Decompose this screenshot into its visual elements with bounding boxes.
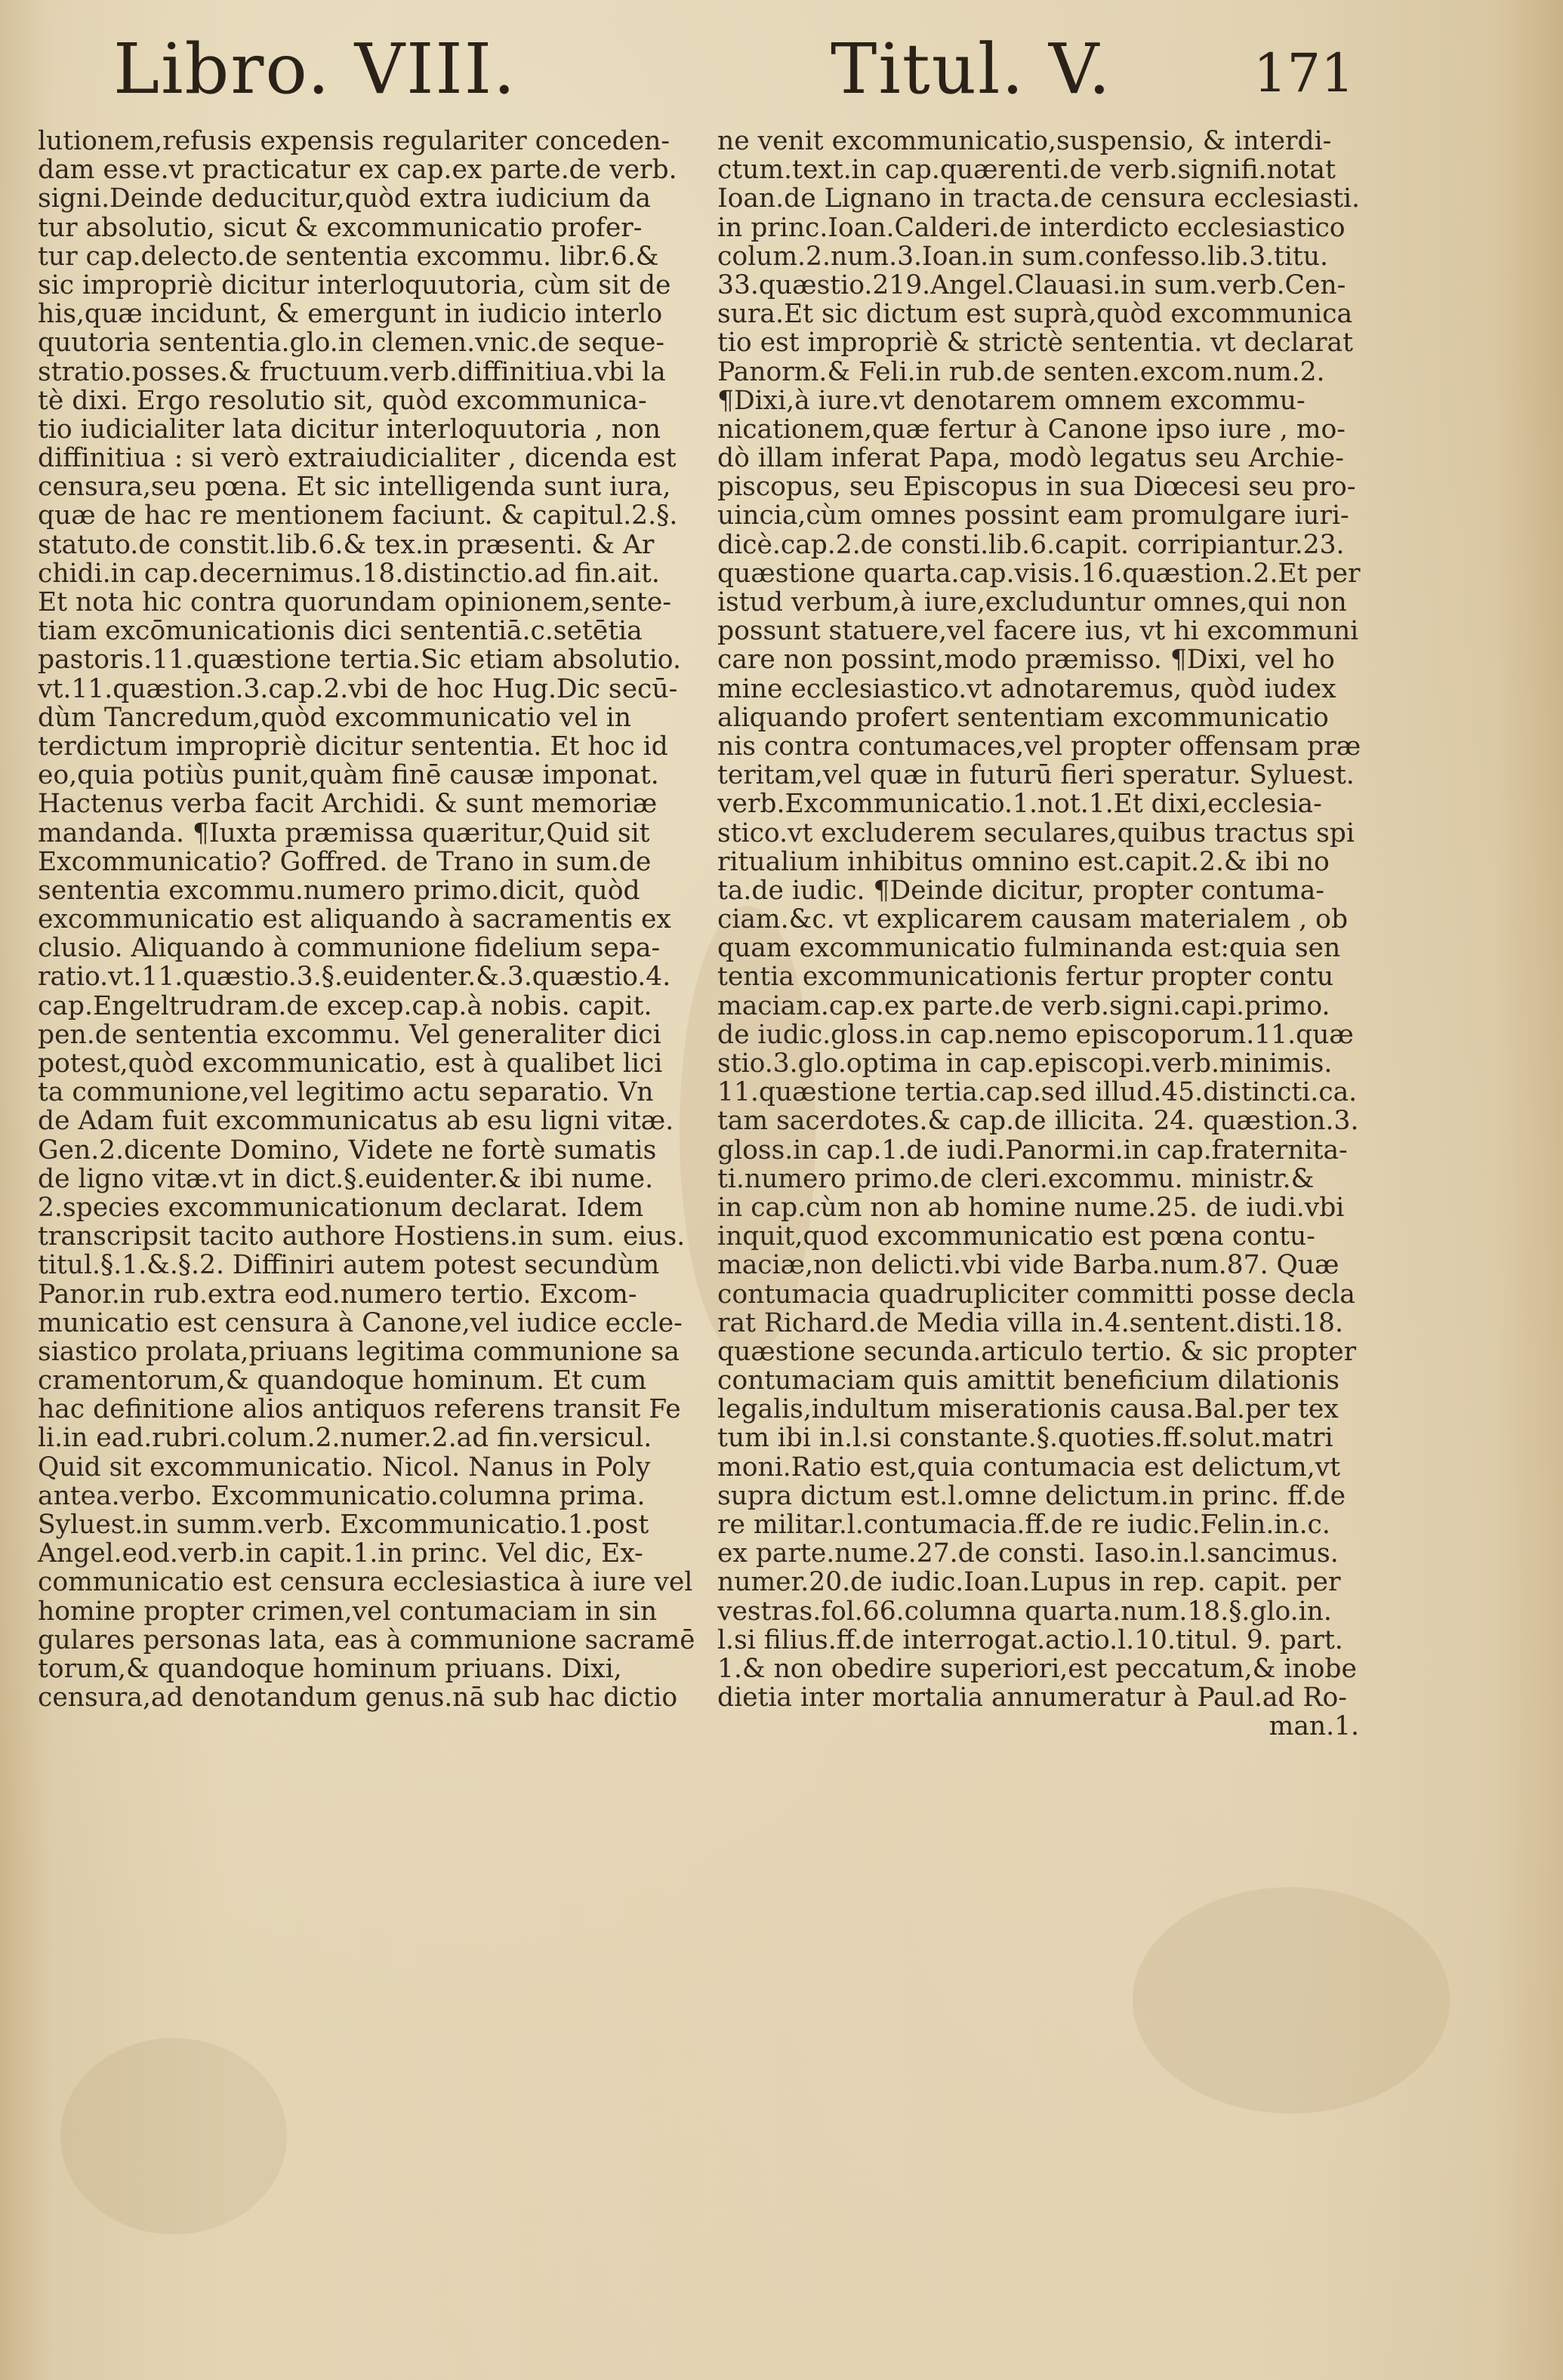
text-line: Panorm.& Feli.in rub.de senten.excom.num.2. [717,356,1325,387]
text-line: nicationem,quæ fertur à Canone ipso iure , mo- [717,414,1346,445]
text-line: mine ecclesiastico.vt adnotaremus, quòd iudex [717,673,1336,704]
text-line: terdictum impropriè dicitur sententia. Et hoc id [38,731,668,762]
text-line: pastoris.11.quæstione tertia.Sic etiam absolutio. [38,645,681,676]
text-line: quam excommunicatio fulminanda est:quia sen [717,933,1341,964]
text-line: numer.20.de iudic.Ioan.Lupus in rep. capit. per [717,1567,1341,1598]
text-line: dietia inter mortalia annumeratur à Paul.ad Ro- [717,1683,1347,1713]
text-line: moni.Ratio est,quia contumacia est delictum,vt [717,1452,1341,1482]
text-line: Hactenus verba facit Archidi. & sunt memoriæ [38,789,658,820]
text-line: de iudic.gloss.in cap.nemo episcoporum.11.quæ [717,1019,1354,1050]
text-line: ta communione,vel legitimo actu separatio. Vn [38,1077,654,1108]
text-line: lutionem,refusis expensis regulariter conceden- [38,126,671,156]
text-line: hac definitione alios antiquos referens transit Fe [38,1394,681,1425]
text-line: tiam excōmunicationis dici sententiā.c.setētia [38,616,643,647]
text-line: Gen.2.dicente Domino, Videte ne fortè sumatis [38,1135,657,1165]
text-line: stio.3.glo.optima in cap.episcopi.verb.minimis. [717,1048,1333,1079]
text-line: in princ.Ioan.Calderi.de interdicto ecclesiastico [717,212,1346,243]
text-line: man.1. [1269,1711,1359,1742]
text-line: inquit,quod excommunicatio est pœna contu- [717,1221,1315,1252]
text-line: teritam,vel quæ in futurū fieri speratur. Syluest. [717,760,1355,791]
text-line: ratio.vt.11.quæstio.3.§.euidenter.&.3.quæstio.4. [38,962,671,993]
paper-stain [60,2038,287,2234]
right-text-column [717,127,1374,1741]
text-line: antea.verbo. Excommunicatio.columna prima. [38,1480,646,1511]
text-line: ex parte.nume.27.de consti. Iaso.in.l.sancimus. [717,1538,1339,1569]
text-line: ritualium inhibitus omnino est.capit.2.& ibi no [717,846,1330,877]
text-line: maciæ,non delicti.vbi vide Barba.num.87. Quæ [717,1250,1339,1281]
text-line: Angel.eod.verb.in capit.1.in princ. Vel dic, Ex- [38,1538,643,1569]
text-line: potest,quòd excommunicatio, est à qualibet lici [38,1048,663,1079]
text-line: contumacia quadrupliciter committi posse decla [717,1279,1355,1310]
text-line: cap.Engeltrudram.de excep.cap.à nobis. capit. [38,990,652,1021]
text-line: quæstione secunda.articulo tertio. & sic propter [717,1336,1357,1367]
text-line: transcripsit tacito authore Hostiens.in sum. eius. [38,1221,686,1252]
text-line: ta.de iudic. ¶Deinde dicitur, propter contuma- [717,875,1324,906]
text-line: dicè.cap.2.de consti.lib.6.capit. corripiantur.23. [717,529,1345,560]
text-line: excommunicatio est aliquando à sacramentis ex [38,904,671,935]
text-line: Ioan.de Lignano in tracta.de censura ecclesiasti. [717,183,1361,214]
text-line: gloss.in cap.1.de iudi.Panormi.in cap.fraternita- [717,1135,1348,1165]
text-line: quutoria sententia.glo.in clemen.vnic.de seque- [38,328,665,359]
text-line: verb.Excommunicatio.1.not.1.Et dixi,ecclesia- [717,789,1322,820]
text-line: sic impropriè dicitur interloquutoria, cùm sit de [38,269,671,300]
text-line: dùm Tancredum,quòd excommunicatio vel in [38,702,632,733]
text-line: tam sacerdotes.& cap.de illicita. 24. quæstion.3. [717,1106,1359,1137]
text-line: rat Richard.de Media villa in.4.sentent.disti.18. [717,1307,1343,1338]
text-line: quæ de hac re mentionem faciunt. & capitul.2.§. [38,500,678,531]
text-line: l.si filius.ff.de interrogat.actio.l.10.titul. 9. part. [717,1624,1343,1655]
text-line: Excommunicatio? Goffred. de Trano in sum.de [38,846,652,877]
left-text-column [38,127,695,1712]
text-line: istud verbum,à iure,excluduntur omnes,qui non [717,587,1347,617]
text-line: censura,ad denotandum genus.nā sub hac dictio [38,1683,678,1713]
text-line: Et nota hic contra quorundam opinionem,sente- [38,587,672,617]
text-line: diffinitiua : si verò extraiudicialiter , dicenda est [38,443,677,474]
text-line: uincia,cùm omnes possint eam promulgare iuri- [717,500,1349,531]
text-line: communicatio est censura ecclesiastica à iure vel [38,1567,693,1598]
text-line: possunt statuere,vel facere ius, vt hi excommuni [717,616,1359,647]
text-line: torum,& quandoque hominum priuans. Dixi, [38,1653,622,1684]
text-line: in cap.cùm non ab homine nume.25. de iudi.vbi [717,1192,1345,1223]
text-line: 1.& non obedire superiori,est peccatum,& inobe [717,1653,1357,1684]
text-line: de Adam fuit excommunicatus ab esu ligni vitæ. [38,1106,674,1137]
text-line: maciam.cap.ex parte.de verb.signi.capi.primo. [717,990,1330,1021]
text-line: legalis,indultum miserationis causa.Bal.per tex [717,1394,1339,1425]
text-line: titul.§.1.&.§.2. Diffiniri autem potest secundùm [38,1250,660,1281]
text-line: 11.quæstione tertia.cap.sed illud.45.distincti.ca. [717,1077,1358,1108]
text-line: siastico prolata,priuans legitima communione sa [38,1336,680,1367]
text-line: piscopus, seu Episcopus in sua Diœcesi seu pro- [717,472,1356,503]
text-line: ti.numero primo.de cleri.excommu. ministr.& [717,1163,1315,1194]
text-line: ¶Dixi,à iure.vt denotarem omnem excommu- [717,385,1306,416]
text-line: stico.vt excluderem seculares,quibus tractus spi [717,817,1355,848]
text-line: stratio.posses.& fructuum.verb.diffinitiua.vbi la [38,356,666,387]
text-line: Syluest.in summ.verb. Excommunicatio.1.post [38,1510,649,1540]
running-header [0,29,1563,112]
text-line: vestras.fol.66.columna quarta.num.18.§.glo.in. [717,1596,1332,1627]
paper-stain [1133,1887,1450,2114]
text-line: tè dixi. Ergo resolutio sit, quòd excommunica- [38,385,647,416]
text-line: Panor.in rub.extra eod.numero tertio. Excom- [38,1279,637,1310]
text-line: cramentorum,& quandoque hominum. Et cum [38,1365,647,1396]
text-line: quæstione quarta.cap.visis.16.quæstion.2.Et per [717,558,1361,589]
text-line: homine propter crimen,vel contumaciam in sin [38,1596,658,1627]
text-line: aliquando profert sententiam excommunicatio [717,702,1329,733]
text-line: sententia excommu.numero primo.dicit, quòd [38,875,640,906]
text-line: clusio. Aliquando à communione fidelium sepa- [38,933,661,964]
text-line: ne venit excommunicatio,suspensio, & interdi- [717,126,1332,156]
text-line: supra dictum est.l.omne delictum.in princ. ff.de [717,1480,1346,1511]
text-line: municatio est censura à Canone,vel iudice eccle- [38,1307,683,1338]
book-label: Libro. VIII. [113,29,517,109]
text-line: care non possint,modo præmisso. ¶Dixi, vel ho [717,645,1335,676]
text-line: ctum.text.in cap.quærenti.de verb.signifi.notat [717,155,1336,186]
text-line: dam esse.vt practicatur ex cap.ex parte.de verb. [38,155,677,186]
text-line: tentia excommunicationis fertur propter contu [717,962,1334,993]
text-line: eo,quia potiùs punit,quàm finē causæ imponat. [38,760,659,791]
text-line: tum ibi in.l.si constante.§.quoties.ff.solut.matri [717,1423,1333,1454]
text-line: tur absolutio, sicut & excommunicatio profer- [38,212,643,243]
text-line: his,quæ incidunt, & emergunt in iudicio interlo [38,299,663,330]
text-line: colum.2.num.3.Ioan.in sum.confesso.lib.3.titu. [717,241,1328,272]
text-line: ciam.&c. vt explicarem causam materialem , ob [717,904,1349,935]
text-line: vt.11.quæstion.3.cap.2.vbi de hoc Hug.Dic secū- [38,673,678,704]
text-line: censura,seu pœna. Et sic intelligenda sunt iura, [38,472,671,503]
text-line: li.in ead.rubri.colum.2.numer.2.ad fin.versicul. [38,1423,652,1454]
text-line: sura.Et sic dictum est suprà,quòd excommunica [717,299,1353,330]
text-line: pen.de sententia excommu. Vel generaliter dici [38,1019,661,1050]
text-line: tur cap.delecto.de sententia excommu. libr.6.& [38,241,659,272]
text-line: chidi.in cap.decernimus.18.distinctio.ad fin.ait. [38,558,660,589]
text-line: mandanda. ¶Iuxta præmissa quæritur,Quid sit [38,817,650,848]
text-line: statuto.de constit.lib.6.& tex.in præsenti. & Ar [38,529,655,560]
text-line: 2.species excommunicationum declarat. Idem [38,1192,644,1223]
text-line: de ligno vitæ.vt in dict.§.euidenter.& ibi nume. [38,1163,654,1194]
text-line: signi.Deinde deducitur,quòd extra iudicium da [38,183,651,214]
text-line: tio est impropriè & strictè sententia. vt declarat [717,328,1353,359]
title-label: Titul. V. [831,29,1112,109]
text-line: dò illam inferat Papa, modò legatus seu Archie- [717,443,1344,474]
text-line: gulares personas lata, eas à communione sacramē [38,1624,695,1655]
text-line: nis contra contumaces,vel propter offensam præ [717,731,1361,762]
page-number: 171 [1253,42,1355,104]
text-line: 33.quæstio.219.Angel.Clauasi.in sum.verb.Cen- [717,269,1346,300]
text-line: tio iudicialiter lata dicitur interloquutoria , non [38,414,661,445]
text-line: re militar.l.contumacia.ff.de re iudic.Felin.in.c. [717,1510,1330,1540]
text-line: contumaciam quis amittit beneficium dilationis [717,1365,1339,1396]
text-line: Quid sit excommunicatio. Nicol. Nanus in Poly [38,1452,651,1482]
